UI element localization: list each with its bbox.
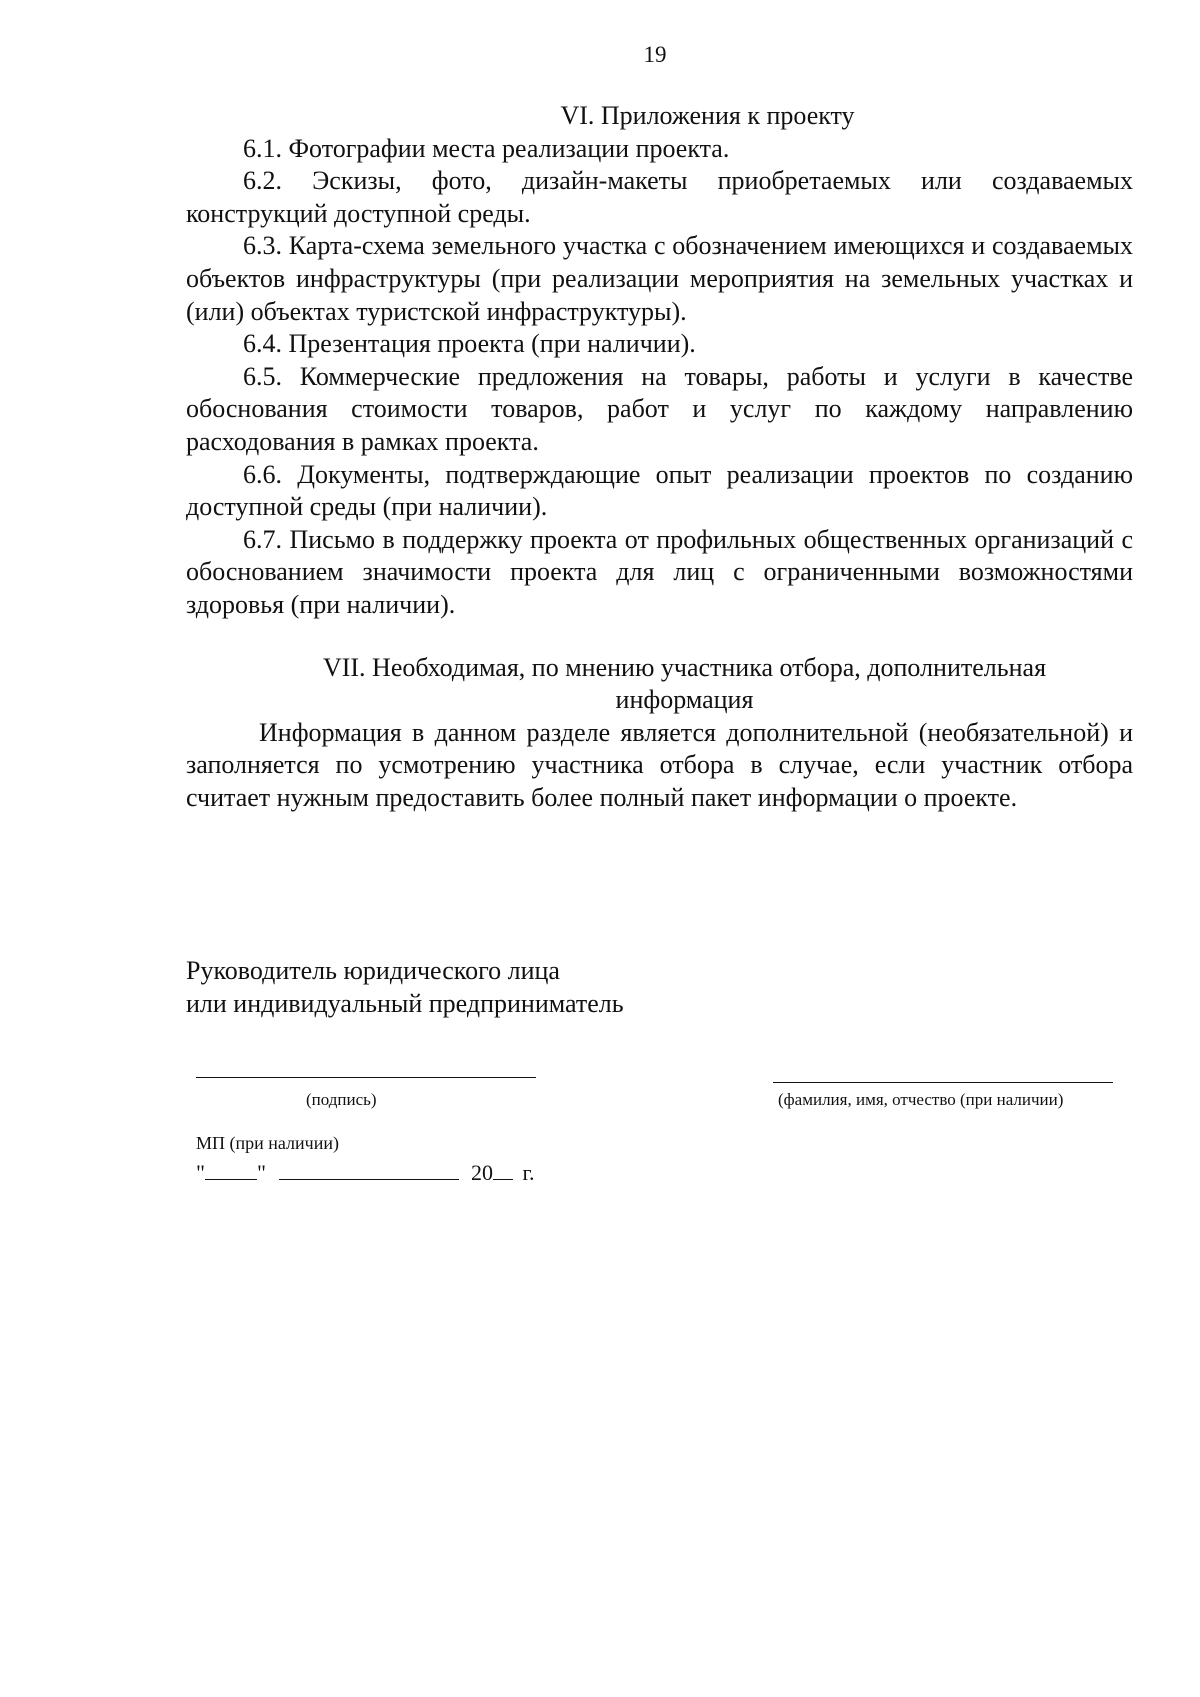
date-year-suffix: г. [522, 1160, 535, 1185]
date-day-blank [205, 1163, 257, 1180]
name-line [773, 1082, 1113, 1083]
stamp-label: МП (при наличии) [196, 1133, 339, 1153]
item-6-6: 6.6. Документы, подтверждающие опыт реализации проектов по созданию доступной среды (при наличии). [186, 459, 1133, 522]
item-6-4: 6.4. Презентация проекта (при наличии). [243, 329, 696, 359]
signer-title [186, 954, 624, 1020]
name-caption: (фамилия, имя, отчество (при наличии) [778, 1090, 1064, 1109]
section-7-heading [186, 652, 1133, 717]
signer-line-1: Руководитель юридического лица [186, 956, 560, 985]
item-6-1: 6.1. Фотографии места реализации проекта. [243, 133, 730, 163]
item-6-2: 6.2. Эскизы, фото, дизайн-макеты приобретаемых или создаваемых конструкций доступной среды. [186, 166, 1133, 228]
item-6-5: 6.5. Коммерческие предложения на товары, работы и услуги в качестве обоснования стоимости товаров, работ и услуг по каждому направлению расходования в рамках проекта. [186, 361, 1133, 456]
item-6-7: 6.7. Письмо в поддержку проекта от профильных общественных организаций с обоснованием значимости проекта для лиц с ограниченными возможностями здоровья (при наличии). [186, 524, 1133, 619]
date-field [196, 1160, 535, 1186]
section-7-heading-line2: информация [615, 685, 754, 715]
signer-line-2: или индивидуальный предприниматель [186, 989, 624, 1018]
section-7-text: Информация в данном разделе является дополнительной (необязательной) и заполняется по усмотрению участника отбора в случае, если участник отбора считает нужным предоставить более полный пакет информации о проекте. [186, 717, 1133, 812]
date-close-quote: " [256, 1160, 266, 1185]
item-6-3: 6.3. Карта-схема земельного участка с обозначением имеющихся и создаваемых объектов инфраструктуры (при реализации мероприятия на земельных участках и (или) объектах туристской инфраструктуры). [186, 231, 1133, 326]
section-6-heading: VI. Приложения к проекту [560, 101, 855, 130]
date-month-blank [279, 1163, 459, 1180]
date-year-prefix: 20 [470, 1160, 493, 1185]
signature-line [196, 1077, 536, 1078]
document-body [186, 100, 1133, 814]
date-year-blank [493, 1163, 513, 1180]
section-7-heading-line1: VII. Необходимая, по мнению участника отбора, дополнительная [322, 652, 1047, 682]
page-number: 19 [643, 42, 667, 67]
signature-caption: (подпись) [306, 1090, 377, 1109]
date-open-quote: " [196, 1160, 205, 1185]
